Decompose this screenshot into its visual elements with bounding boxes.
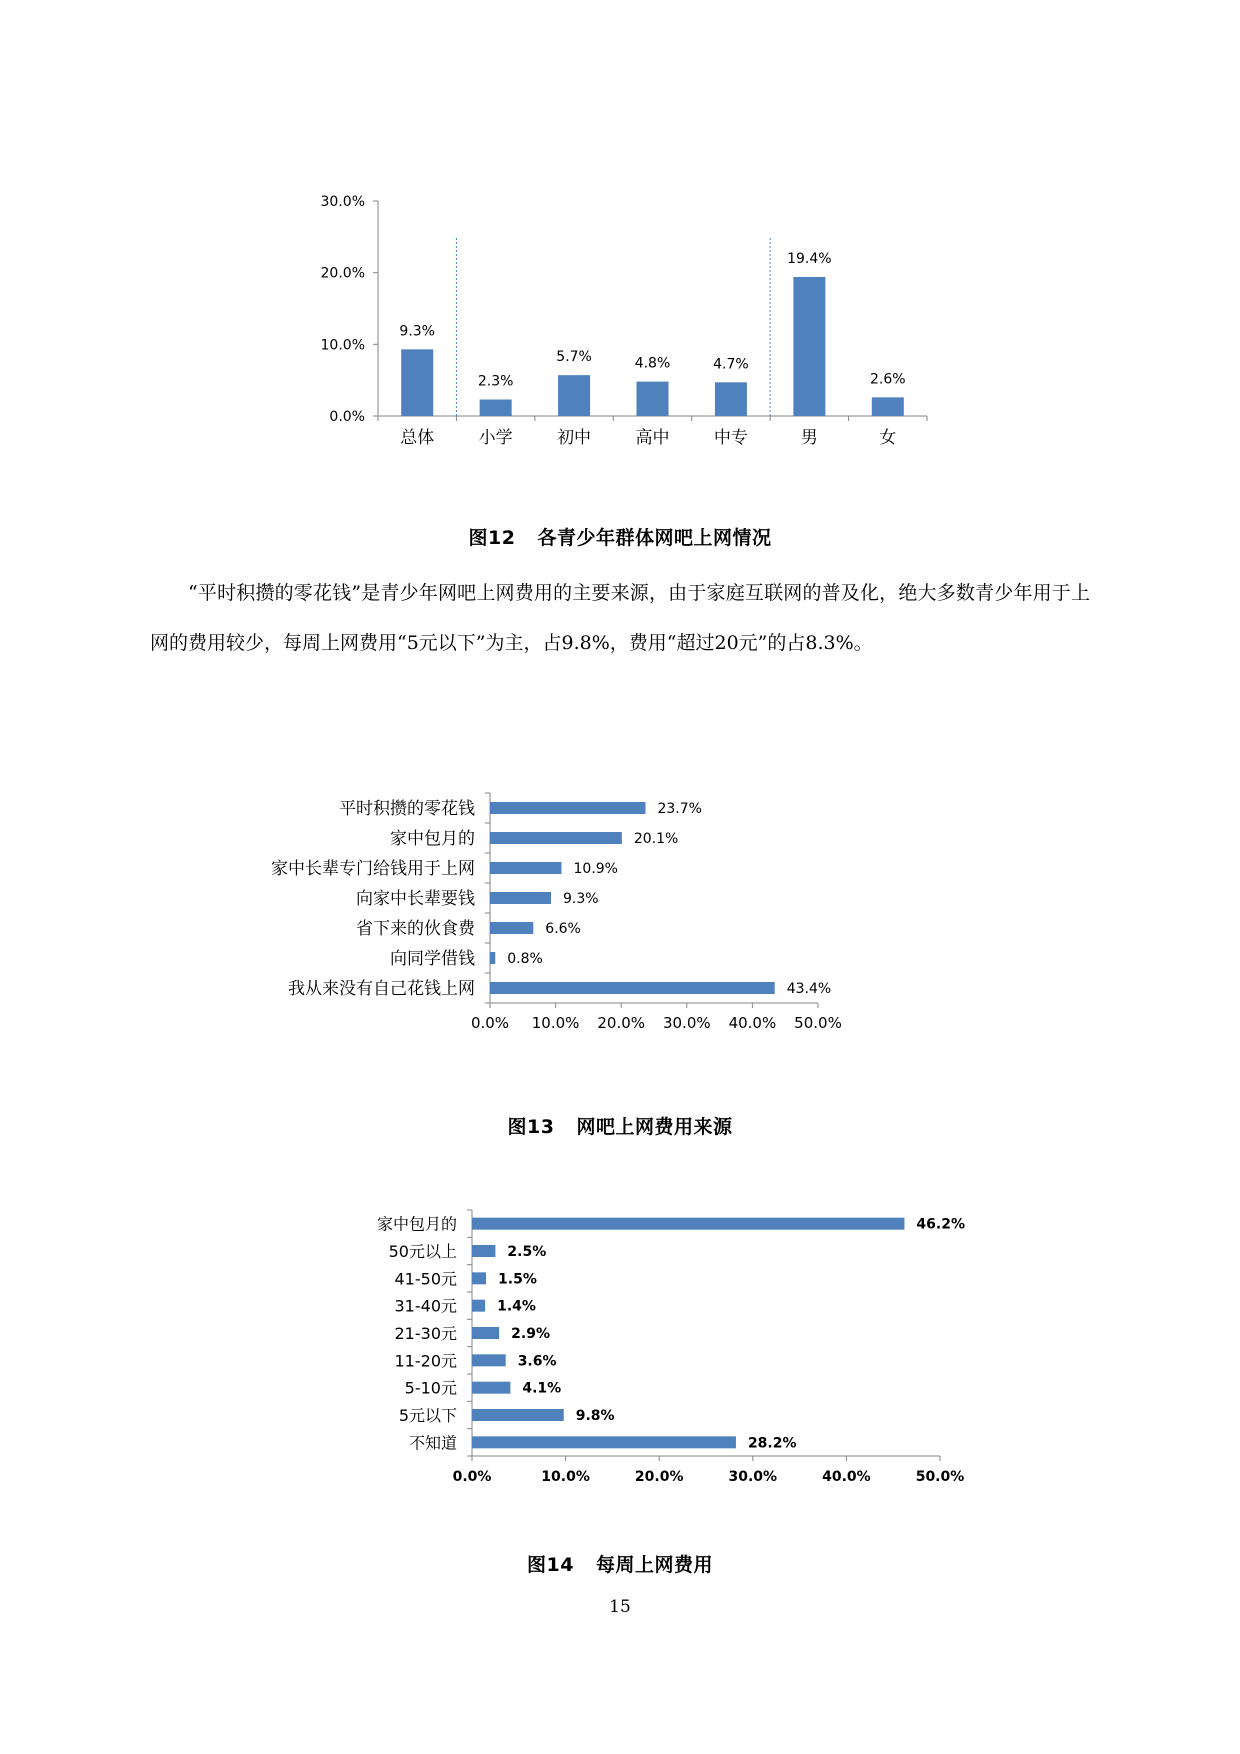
figure-13-number: 图13 xyxy=(507,1116,555,1138)
data-label: 0.8% xyxy=(507,951,543,967)
figure-12-number: 图12 xyxy=(468,527,516,549)
x-tick-label: 20.0% xyxy=(597,1014,646,1032)
category-label: 总体 xyxy=(400,428,435,448)
bar xyxy=(472,1436,736,1448)
data-label: 19.4% xyxy=(787,250,832,267)
y-tick-label: 30.0% xyxy=(320,194,365,210)
bar xyxy=(472,1245,495,1257)
category-label: 家中包月的 xyxy=(376,1214,457,1234)
data-label: 4.1% xyxy=(522,1380,562,1397)
data-label: 1.4% xyxy=(497,1298,536,1315)
figure-14-caption xyxy=(0,1550,1240,1577)
figure-14-number: 图14 xyxy=(527,1554,574,1576)
page-number: 15 xyxy=(609,1597,631,1617)
data-label: 2.3% xyxy=(477,373,514,390)
figure-13-title: 网吧上网费用来源 xyxy=(576,1116,733,1138)
data-label: 9.3% xyxy=(563,891,599,907)
category-label: 小学 xyxy=(478,428,513,448)
data-label: 43.4% xyxy=(786,981,832,997)
category-label: 50元以上 xyxy=(388,1242,457,1261)
data-label: 28.2% xyxy=(747,1435,797,1452)
category-label: 女 xyxy=(879,428,897,448)
x-tick-label: 0.0% xyxy=(470,1014,510,1032)
category-label: 中专 xyxy=(713,428,748,448)
y-tick-label: 0.0% xyxy=(329,409,365,425)
x-tick-label: 50.0% xyxy=(915,1469,965,1485)
category-label: 家中长辈专门给钱用于上网 xyxy=(271,859,475,879)
bar xyxy=(472,1409,564,1421)
x-tick-label: 30.0% xyxy=(662,1014,711,1032)
category-label: 41-50元 xyxy=(394,1269,457,1289)
bar xyxy=(472,1327,499,1339)
bar xyxy=(472,1300,485,1312)
body-paragraph: “平时积攒的零花钱”是青少年网吧上网费用的主要来源，由于家庭互联网的普及化，绝大多数青少年用于上网的费用较少，每周上网费用“5元以下”为主，占9.8%，费用“超过20元”的占8.3%。 xyxy=(150,582,1090,654)
bar xyxy=(472,1272,486,1284)
data-label: 5.7% xyxy=(556,349,592,366)
category-label: 31-40元 xyxy=(394,1296,457,1316)
category-label: 我从来没有自己花钱上网 xyxy=(288,979,475,999)
category-label: 初中 xyxy=(557,428,592,448)
data-label: 3.6% xyxy=(517,1353,557,1370)
category-label: 不知道 xyxy=(408,1433,457,1453)
x-tick-label: 30.0% xyxy=(728,1469,778,1485)
data-label: 4.7% xyxy=(713,356,749,373)
x-tick-label: 10.0% xyxy=(541,1469,590,1485)
category-label: 向同学借钱 xyxy=(390,949,475,969)
data-label: 9.3% xyxy=(399,323,436,340)
x-tick-label: 0.0% xyxy=(452,1469,492,1485)
category-label: 5-10元 xyxy=(404,1378,457,1398)
data-label: 6.6% xyxy=(545,921,581,937)
data-label: 9.8% xyxy=(575,1408,615,1424)
category-label: 省下来的伙食费 xyxy=(356,919,475,939)
bar xyxy=(472,1218,904,1230)
data-label: 10.9% xyxy=(573,861,618,877)
x-tick-label: 20.0% xyxy=(634,1469,684,1485)
category-label: 11-20元 xyxy=(394,1351,457,1371)
y-tick-label: 10.0% xyxy=(320,337,365,354)
data-label: 2.5% xyxy=(507,1244,547,1260)
category-label: 家中包月的 xyxy=(390,829,475,849)
category-label: 平时积攒的零花钱 xyxy=(339,799,475,819)
category-label: 高中 xyxy=(635,428,670,448)
figure-12-title: 各青少年群体网吧上网情况 xyxy=(537,527,772,549)
data-label: 2.9% xyxy=(511,1326,550,1342)
x-tick-label: 40.0% xyxy=(822,1469,871,1485)
data-label: 1.5% xyxy=(498,1271,537,1288)
data-label: 23.7% xyxy=(657,801,702,817)
data-label: 46.2% xyxy=(916,1216,966,1233)
data-label: 2.6% xyxy=(869,371,906,388)
data-label: 20.1% xyxy=(633,831,679,847)
y-tick-label: 20.0% xyxy=(320,265,365,282)
figure-14-title: 每周上网费用 xyxy=(595,1554,713,1576)
x-tick-label: 10.0% xyxy=(531,1014,580,1032)
x-tick-label: 50.0% xyxy=(794,1014,842,1032)
category-label: 5元以下 xyxy=(398,1406,457,1425)
category-label: 向家中长辈要钱 xyxy=(356,889,475,909)
category-label: 21-30元 xyxy=(394,1324,457,1343)
x-tick-label: 40.0% xyxy=(728,1014,777,1032)
data-label: 4.8% xyxy=(634,355,671,372)
bar xyxy=(472,1382,510,1394)
bar xyxy=(472,1354,506,1366)
category-label: 男 xyxy=(800,428,818,448)
